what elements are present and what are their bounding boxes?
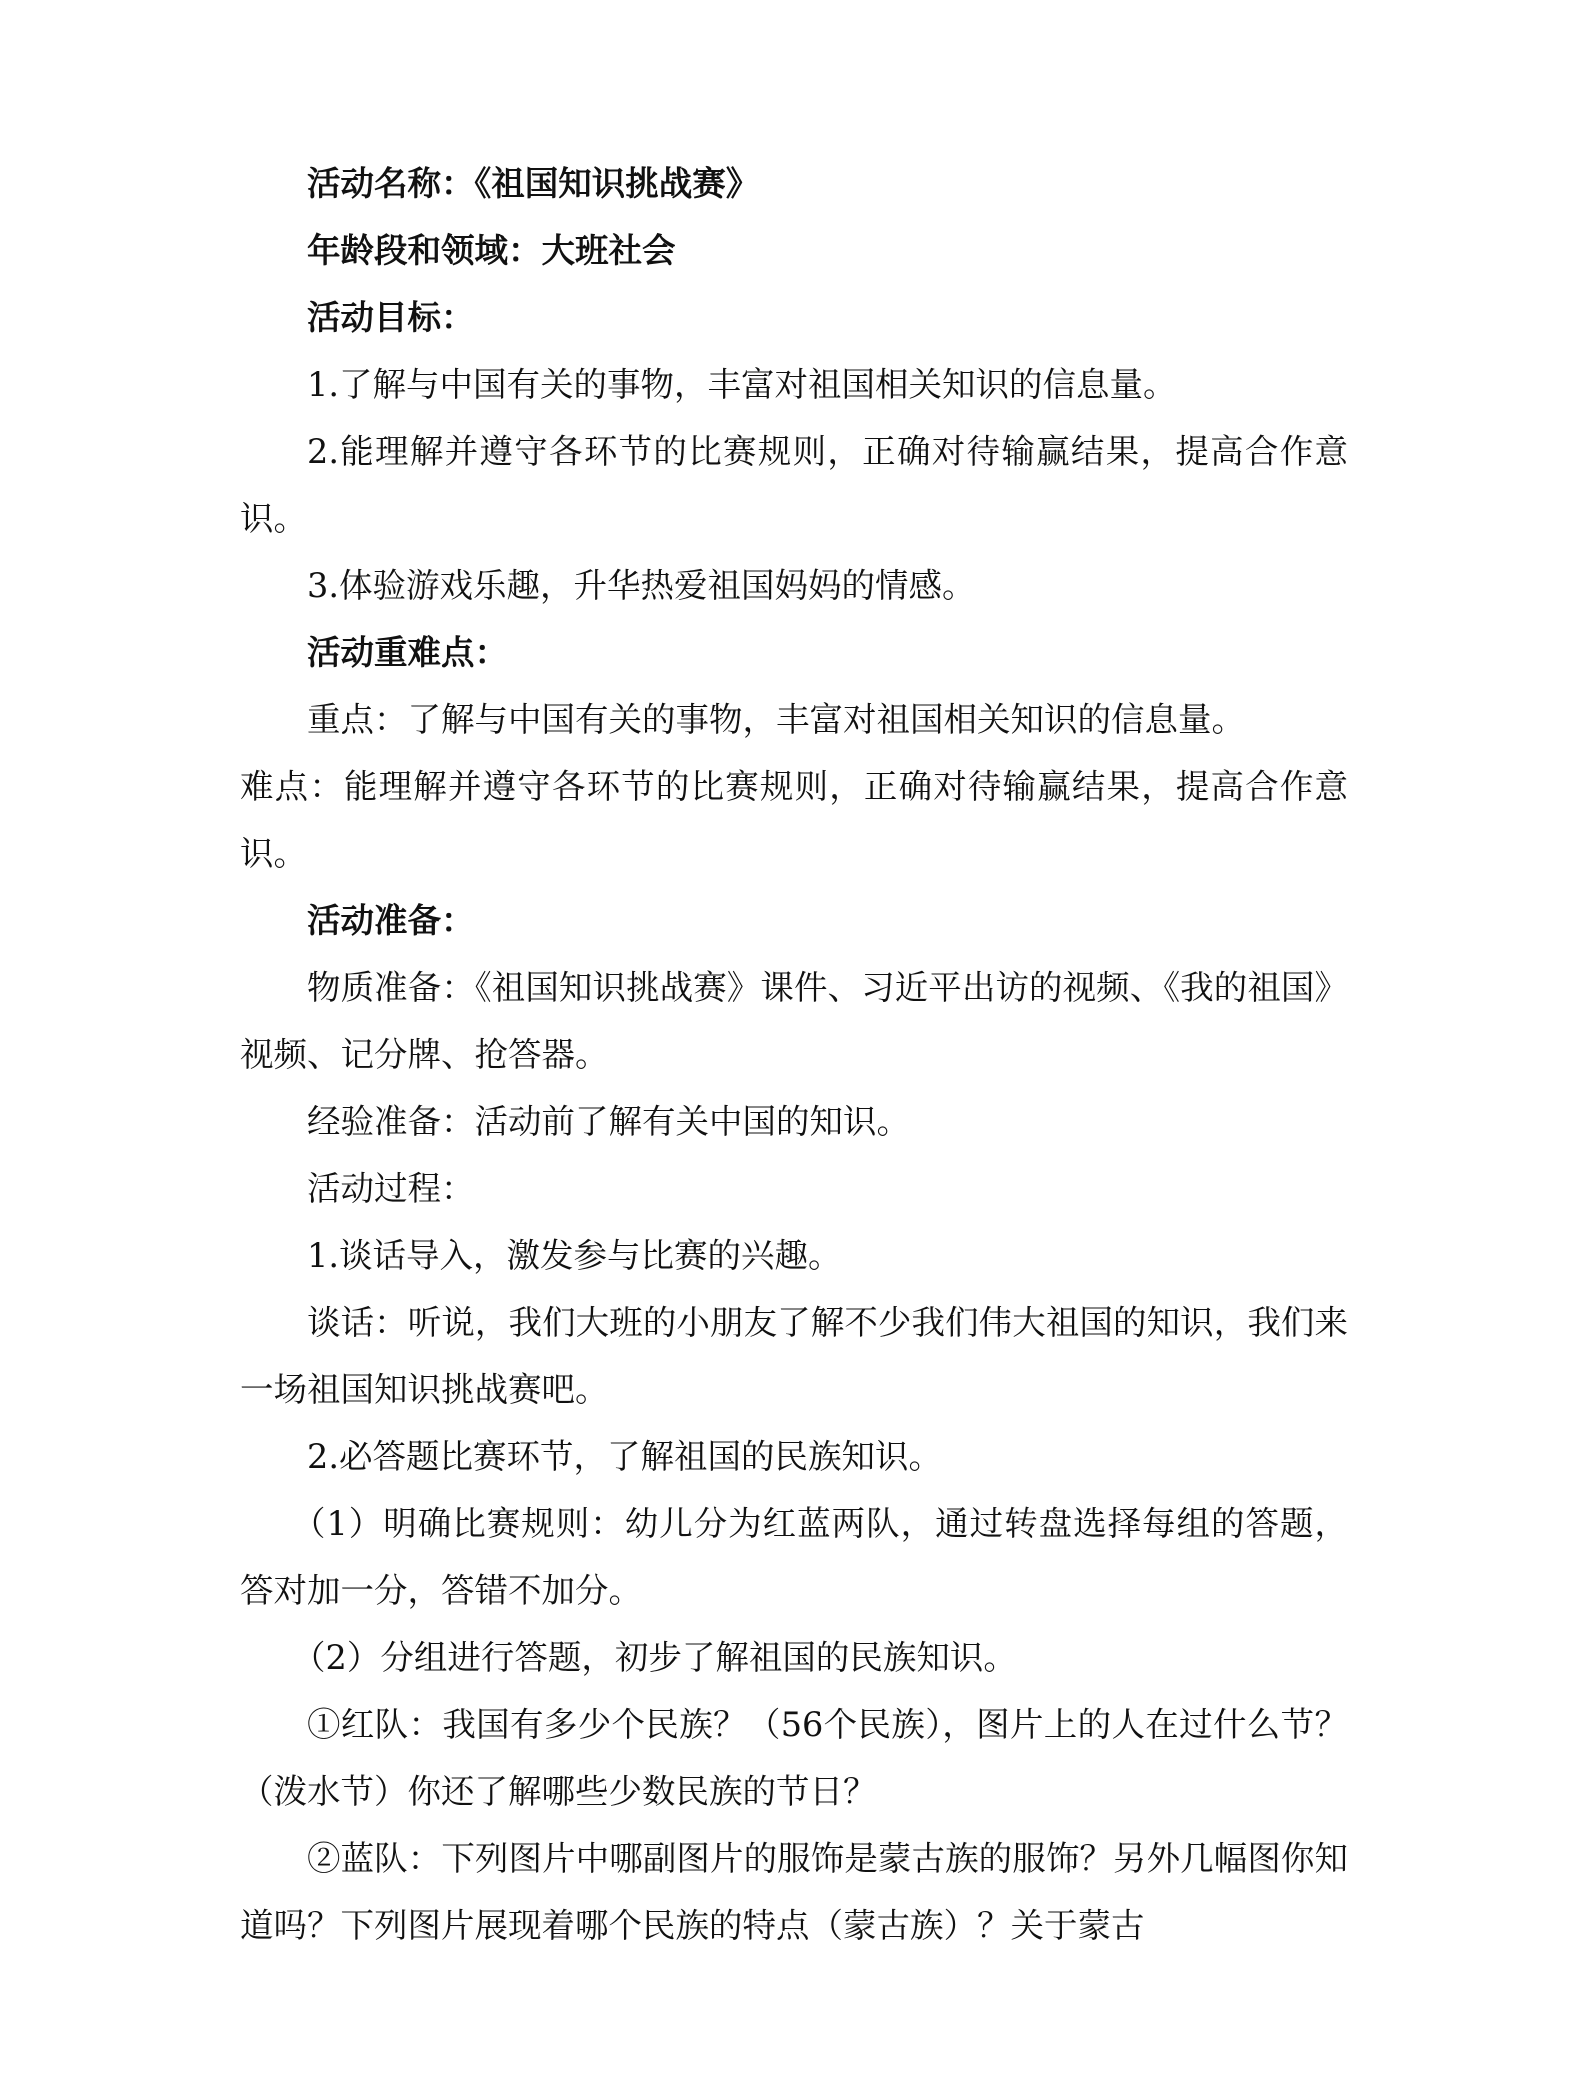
- preparation-heading: 活动准备：: [307, 901, 475, 940]
- activity-name: 活动名称：《祖国知识挑战赛》: [307, 164, 760, 203]
- objective-item: 3.体验游戏乐趣，升华热爱祖国妈妈的情感。: [307, 566, 976, 605]
- age-and-domain: 年龄段和领域：大班社会: [307, 231, 676, 270]
- key-point: 重点：了解与中国有关的事物，丰富对祖国相关知识的信息量。: [307, 700, 1245, 739]
- blue-team-questions: ②蓝队：下列图片中哪副图片的服饰是蒙古族的服饰？另外几幅图你知道吗？下列图片展现着哪个民族的特点（蒙古族）？关于蒙古: [240, 1839, 1348, 1945]
- process-step-1-talk: 谈话：听说，我们大班的小朋友了解不少我们伟大祖国的知识，我们来一场祖国知识挑战赛吧。: [240, 1303, 1348, 1409]
- process-step-2-title: 2.必答题比赛环节，了解祖国的民族知识。: [307, 1437, 942, 1476]
- process-step-1-title: 1.谈话导入，激发参与比赛的兴趣。: [307, 1236, 842, 1275]
- objective-item: 1.了解与中国有关的事物，丰富对祖国相关知识的信息量。: [307, 365, 1177, 404]
- objective-item: 2.能理解并遵守各环节的比赛规则，正确对待输赢结果，提高合作意识。: [240, 432, 1348, 538]
- process-heading: 活动过程：: [307, 1169, 475, 1208]
- experience-preparation: 经验准备：活动前了解有关中国的知识。: [307, 1102, 910, 1141]
- red-team-questions: ①红队：我国有多少个民族？（56个民族），图片上的人在过什么节？（泼水节）你还了解哪些少数民族的节日？: [240, 1705, 1348, 1811]
- difficulty-point: 难点：能理解并遵守各环节的比赛规则，正确对待输赢结果，提高合作意识。: [240, 767, 1348, 873]
- key-points-heading: 活动重难点：: [307, 633, 508, 672]
- objectives-heading: 活动目标：: [307, 298, 475, 337]
- material-preparation: 物质准备：《祖国知识挑战赛》课件、习近平出访的视频、《我的祖国》视频、记分牌、抢答器。: [240, 968, 1348, 1074]
- process-step-2-rule: （1）明确比赛规则：幼儿分为红蓝两队，通过转盘选择每组的答题，答对加一分，答错不加分。: [240, 1504, 1348, 1610]
- process-step-2-group: （2）分组进行答题，初步了解祖国的民族知识。: [292, 1638, 1017, 1677]
- document-page: [240, 150, 1348, 1959]
